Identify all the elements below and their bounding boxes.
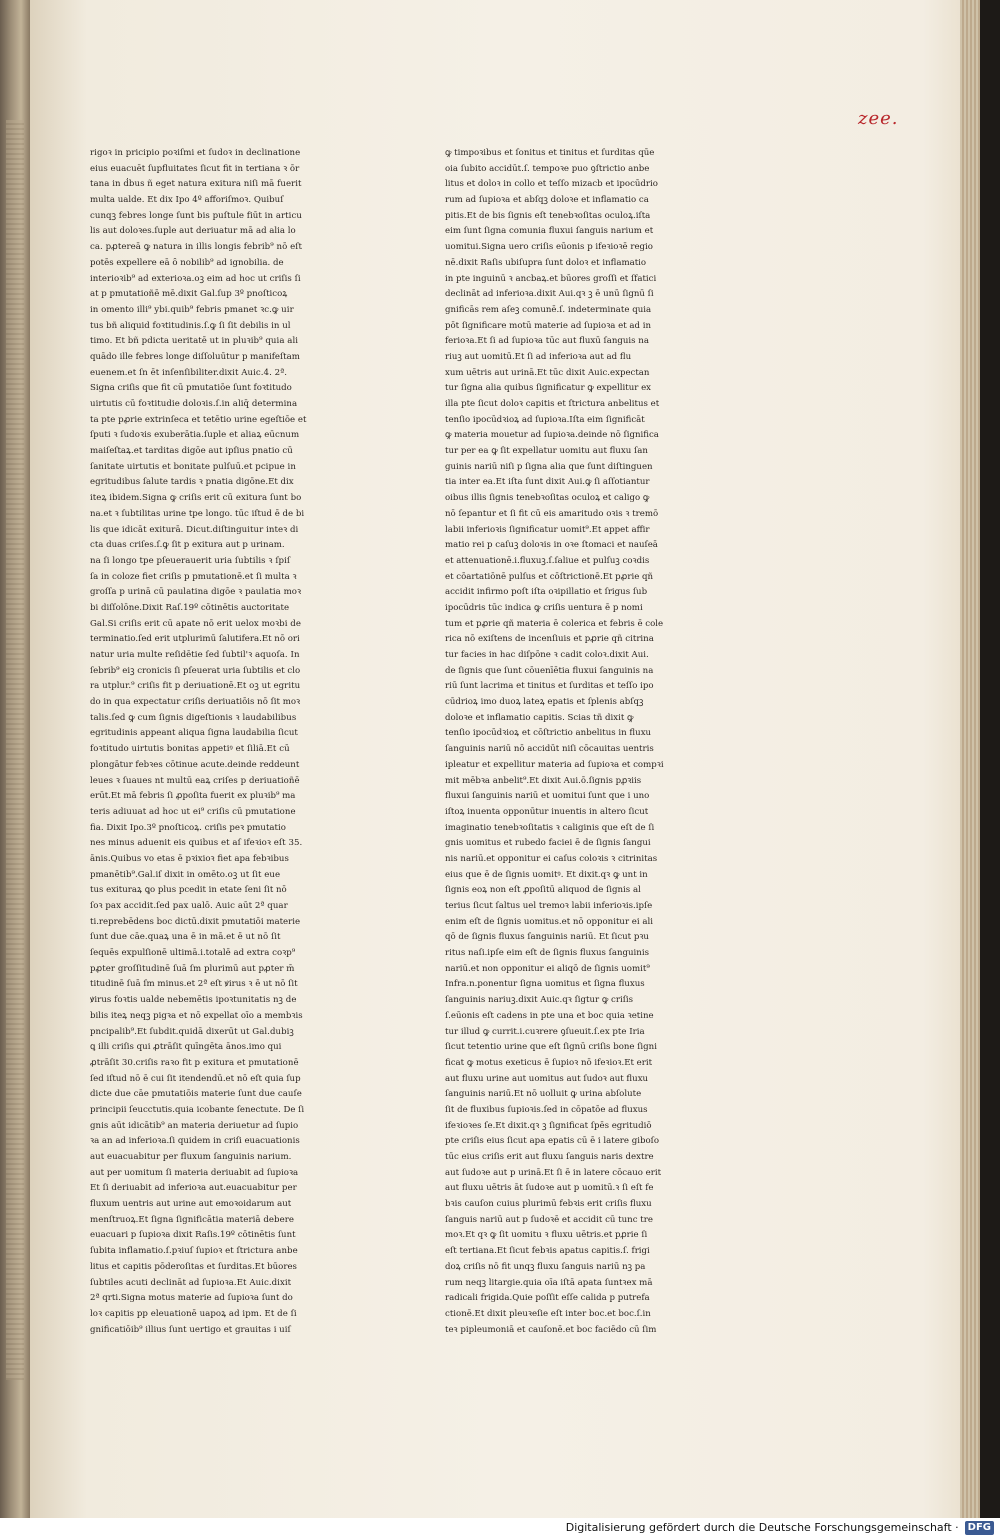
text-line: ipleatur et expellitur materia ad ſupioꝛa et compꝛi	[445, 759, 664, 770]
text-line: ſubtiles acuti declināt ad ſupioꝛa.Et Auic.dixit	[90, 1277, 292, 1288]
text-line: ſoꝛ pax accidit.ſed pax ualō. Auic aūt 2ª quar	[90, 901, 288, 911]
text-line: doꝝ criſis nō fit unqꝫ fluxu ſanguis nariū nꝫ pa	[445, 1261, 646, 1272]
text-line: eius euacuēt ſupfluitates ſicut fit in tertiana ꝛ ōr	[90, 163, 300, 174]
text-line: tur ſigna alia quibus ſignificatur ꝙ expellitur ex	[445, 383, 652, 394]
text-line: plongātur febꝛes cōtinue acute.deinde reddeunt	[90, 759, 300, 770]
text-line: labii inferioꝛis ſignificatur uomit⁹.Et appet affir	[445, 524, 650, 535]
text-line: ꝙ timpoꝛibus et ſonitus et tinitus et ſurditas qūe	[445, 148, 655, 158]
text-line: ꝛa an ad inferioꝛa.ſi quidem in criſi euacuationis	[90, 1136, 300, 1147]
text-line: declināt ad inferioꝛa.dixit Aui.qꝛ ꝫ ē unū ſignū ſi	[445, 289, 654, 300]
text-line: teꝛ pipleumoniā et cauſonē.et boc faciēdo cū ſim	[445, 1324, 657, 1335]
text-line: iſtoꝝ inuenta opponūtur inuentis in altero ſicut	[445, 806, 649, 817]
text-line: nis nariū.et opponitur ei caſus coloꝛis ꝛ citrinitas	[445, 853, 658, 864]
text-line: ficat ꝙ motus exeticus ē ſupioꝛ nō ifeꝛioꝛ.Et erit	[445, 1057, 653, 1068]
text-line: na ſi longo tpe pſeuerauerit uria ſubtilis ꝛ ſpiſ	[90, 555, 291, 566]
text-line: rum ad ſupioꝛa et abſqꝫ doloꝛe et inflamatio ca	[445, 195, 649, 206]
text-line: ſ.eūonis eſt cadens in pte una et boc quia ꝛetine	[445, 1010, 654, 1021]
book-left-edge	[0, 0, 30, 1518]
text-line: tur per ea ꝙ ſit expellatur uomitu aut fluxu ſan	[445, 446, 648, 457]
text-line: ſequēs expulſionē ultimā.i.totalē ad extra coꝛp⁹	[90, 948, 296, 959]
text-line: bꝛis cauſon cuius plurimū febꝛis erit criſis fluxu	[445, 1199, 652, 1210]
text-line: xum uētris aut urinā.Et tūc dixit Auic.expectan	[445, 367, 650, 378]
text-line: tum et pꝓrie qñ materia ē colerica et febris ē cole	[445, 618, 664, 629]
text-line: pꝓter groſſitudinē ſuā ſm plurimū aut pꝓter m̄	[90, 963, 295, 974]
text-line: egritudinis appeant aliqua ſigna laudabilia ſicut	[90, 728, 298, 739]
text-line: bi diſſolōne.Dixit Raſ.19º cōtinētis auctoritate	[90, 602, 290, 613]
text-line: doloꝛe et inflamatio capitis. Scias tñ dixit ꝙ	[445, 712, 634, 723]
text-line: aut fluxu uētris āt ſudoꝛe aut p uomitū.ꝛ ſi eſt fe	[445, 1183, 654, 1194]
text-line: tus bñ aliquid foꝛtitudinis.ſ.ꝙ ſi ſit debilis in ul	[90, 320, 291, 331]
text-line: egritudibus ſalute tardis ꝛ pnatia digōne.Et dix	[90, 477, 294, 488]
text-line: aut fluxu urine aut uomitus aut ſudoꝛ aut fluxu	[445, 1073, 649, 1084]
text-line: ca. pꝓtereā ꝙ natura in illis longis febrib⁹ nō eſt	[90, 242, 302, 253]
text-line: tur facies in hac diſpōne ꝛ cadit coloꝛ.dixit Aui.	[445, 650, 649, 660]
text-line: moꝛ.Et qꝛ ꝙ ſit uomitu ꝛ fluxu uētris.et pꝓrie ſi	[445, 1230, 648, 1241]
text-line: 2ª qrti.Signa motus materie ad ſupioꝛa ſunt do	[90, 1293, 293, 1304]
text-line: mit mēbꝛa anbelit⁹.Et dixit Aui.ō.ſignis pꝓꝛiis	[445, 775, 642, 786]
text-line: ſanguis nariū aut p ſudoꝛē et accidit cū tunc tre	[445, 1214, 653, 1225]
footer-bar	[0, 1518, 1000, 1538]
text-line: tūc eius criſis erit aut fluxu ſanguis naris dextre	[445, 1152, 654, 1162]
text-column-right	[445, 146, 729, 1335]
text-line: pōt ſignificare motū materie ad ſupioꝛa et ad in	[445, 320, 652, 331]
text-line: ſanguinis nariū.Et nō uolluit ꝙ urina abſolute	[445, 1089, 642, 1100]
text-line: ꝙ materia mouetur ad ſupioꝛa.deinde nō ſignifica	[445, 430, 659, 441]
text-line: de ſignis que ſunt cōuenīētia fluxui ſanguinis na	[445, 665, 654, 676]
text-line: Et ſi deriuabit ad inferioꝛa aut.euacuabitur per	[90, 1183, 297, 1194]
text-line: ctionē.Et dixit pleuꝛeſie eſt inter boc.et boc.ſ.in	[445, 1308, 651, 1319]
text-line: ſunt due cāe.quaꝝ una ē in mā.et ē ut nō ſit	[90, 932, 281, 943]
text-line: nē.dixit Raſis ubiſupra ſunt doloꝛ et inflamatio	[445, 257, 647, 268]
text-line: ꝗ illi criſis qui ꝓtrāſit quīngēta ānos.imo qui	[90, 1042, 282, 1053]
text-line: aut ſudoꝛe aut p urinā.Et ſi ē in latere cōcauo erit	[445, 1167, 662, 1178]
text-line: uirtutis cū foꝛtitudie doloꝛis.ſ.in aliq̄ determina	[90, 399, 298, 409]
text-line: ifeꝛioꝛes ſe.Et dixit.qꝛ ꝫ ſignificat ſpēs egritudiō	[445, 1120, 652, 1131]
text-line: euacuari p ſupioꝛa dixit Raſis.19º cōtinētis ſunt	[90, 1230, 296, 1241]
text-line: at p pmutatioñē mē.dixit Gal.ſup 3º pnoſticoꝝ	[90, 289, 288, 300]
text-line: enim eſt de ſignis uomitus.et nō opponitur ei ali	[445, 916, 653, 927]
text-line: matio rei p caſuꝫ doloꝛis in oꝛe ſtomaci et nauſeā	[445, 540, 658, 551]
text-line: iteꝝ ibidem.Signa ꝙ criſis erit cū exitura ſunt bo	[90, 493, 302, 504]
text-line: ipocūdris tūc indica ꝙ criſis uentura ē p nomi	[445, 602, 643, 613]
text-line: euenem.et ſn ēt inſenſibiliter.dixit Auic.4. 2ª.	[90, 367, 288, 378]
text-line: eſt tertiana.Et ſicut febꝛis apatus capitis.ſ. frigi	[445, 1246, 650, 1257]
text-line: imaginatio tenebꝛoſitatis ꝛ caliginis que eſt de ſi	[445, 822, 655, 833]
text-line: ſanguinis nariuꝫ.dixit Auic.qꝛ ſigtur ꝙ criſis	[445, 995, 634, 1006]
text-line: ſed iſtud nō ē cui ſit itendendū.et nō eſt quia ſup	[90, 1073, 301, 1084]
text-line: tia inter ea.Et iſta ſunt dixit Aui.ꝙ ſi aſſotiantur	[445, 477, 650, 488]
text-line: leues ꝛ ſuaues nt multū eaꝝ criſes p deriuatioñē	[90, 775, 300, 786]
text-line: guinis nariū niſi p ſigna alia que ſunt diſtinguen	[445, 461, 653, 472]
text-line: pncipalib⁹.Et ſubdit.quidā dixerūt ut Gal.dubiꝫ	[90, 1026, 294, 1037]
text-line: in omento illi⁹ ybi.quib⁹ febris pmanet ꝛc.ꝙ uir	[90, 304, 294, 315]
text-line: erūt.Et mā febris ſi ꝓpoſita fuerit ex pluꝛib⁹ ma	[90, 791, 296, 802]
text-column-left	[90, 146, 362, 1335]
text-line: terminatio.ſed erit utplurimū ſalutifera.Et nō ori	[90, 634, 300, 645]
text-line: pitis.Et de bis ſignis eſt tenebꝛoſitas oculoꝝ.iſta	[445, 210, 651, 221]
text-line: rum neqꝫ litargie.quia oīa iſtā apata ſuntꝛex mā	[445, 1277, 653, 1288]
text-line: talis.ſed ꝙ cum ſignis digeſtionis ꝛ laudabilibus	[90, 712, 297, 723]
text-line: Signa criſis que fit cū pmutatiōe ſunt foꝛtitudo	[90, 383, 292, 394]
text-line: gnificatiōib⁹ illius ſunt uertigo et grauitas i uiſ	[90, 1324, 291, 1335]
text-line: ſanitate uirtutis et bonitate pulſuū.et pcipue in	[90, 461, 296, 472]
text-line: Gal.Si criſis erit cū apate nō erit uelox moꝛbi de	[90, 618, 301, 629]
text-line: ſignis eoꝝ non eſt ꝓpoſitū aliquod de ſignis al	[445, 885, 641, 896]
text-line: litus et capitis pōderoſitas et ſurditas.Et būores	[90, 1261, 297, 1272]
text-line: radicali frigida.Quie poſſit eſſe calida p putrefa	[445, 1293, 650, 1304]
text-line: ſa in coloze fiet criſis p pmutationē.et ſi multa ꝛ	[90, 571, 297, 582]
text-line: ti.reprebēdens boc dictū.dixit pmutatiōi materie	[90, 916, 301, 927]
text-line: oibus illis ſignis tenebꝛoſitas oculoꝝ et caligo ꝙ	[445, 493, 650, 504]
text-line: ſicut tetentio urine que eſt ſignū criſis bone ſigni	[445, 1042, 657, 1053]
text-line: quādo ille febres longe diſſoluūtur p manifeſtam	[90, 351, 300, 362]
text-line: pte criſis eius ſicut apa epatis cū ē i latere giboſo	[445, 1136, 660, 1147]
text-line: rigoꝛ in pricipio poꝛiſmi et ſudoꝛ in declinatione	[90, 148, 301, 158]
text-line: dicte due cāe pmutatiōis materie ſunt due cauſe	[90, 1089, 302, 1100]
text-line: aut euacuabitur per fluxum ſanguinis narium.	[90, 1152, 292, 1162]
dfg-logo: DFG	[965, 1521, 994, 1535]
text-line: nes minus aduenit eis quibus et aſ ifeꝛioꝛ eſt 35.	[90, 838, 303, 849]
text-line: gnificās rem aſeꝫ comunē.ſ. indeterminate quia	[445, 304, 652, 315]
text-line: Infra.n.ponentur ſigna uomitus et ſigna fluxus	[445, 979, 645, 990]
text-line: groſſa p urinā cū paulatina digōe ꝛ paulatia moꝛ	[90, 587, 302, 598]
folio-number: zee.	[858, 108, 899, 129]
page-fore-edge	[960, 0, 980, 1518]
text-line: aut per uomitum ſi materia deriuabit ad ſupioꝛa	[90, 1167, 299, 1178]
text-line: nō ſepantur et ſi fit cū eis amaritudo oꝛis ꝛ tremō	[445, 508, 659, 519]
text-line: qō de ſignis fluxus ſanguinis nariū. Et ſicut pꝛu	[445, 932, 649, 943]
text-line: gnis aūt idicātib⁹ an materia deriuetur ad ſupio	[90, 1120, 299, 1131]
text-line: maiſeſtaꝝ.et tarditas digōe aut ipſius pnatio cū	[90, 446, 293, 457]
text-line: lis aut doloꝛes.ſuple aut deriuatur mā ad alia lo	[90, 226, 296, 237]
text-line: ſanguinis nariū nō accidūt niſi cōcauitas uentris	[445, 744, 654, 755]
text-line: nariū.et non opponitur ei aliqō de ſignis uomit⁹	[445, 963, 650, 974]
text-line: ānis.Quibus vo etas ē pꝛixioꝛ fiet apa febꝛibus	[90, 853, 289, 864]
text-line: ꝟirus foꝛtis ualde nebemētis ipoꝛtunitatis nꝫ de	[90, 995, 297, 1006]
text-line: ritus naſi.ipſe eim eſt de ſignis fluxus ſanguinis	[445, 948, 650, 959]
text-line: litus et doloꝛ in collo et teſſo mizacb et ipocūdrio	[445, 179, 658, 190]
text-line: in pte inguinū ꝛ ancbaꝝ.et būores groſſi et ſfatici	[445, 273, 657, 284]
text-line: eius que ē de ſignis uomitꝰ. Et dixit.qꝛ ꝙ unt in	[445, 869, 648, 880]
text-line: cūdrioꝝ imo duoꝝ lateꝝ epatis et ſplenis abſqꝫ	[445, 697, 644, 708]
text-line: fluxui ſanguinis nariū et uomitui ſunt que i uno	[445, 791, 650, 802]
text-line: foꝛtitudo uirtutis bonitas appetiꝰ et ſiliā.Et cū	[90, 744, 290, 755]
footer-credit: Digitalisierung gefördert durch die Deutsche Forschungsgemeinschaft ·	[565, 1521, 959, 1534]
text-line: illa pte ſicut doloꝛ capitis et ſtrictura anbelitus et	[445, 399, 660, 409]
text-line: titudinē ſuā ſm minus.et 2ª eſt ꝟirus ꝛ ē ut nō ſit	[90, 979, 298, 990]
text-line: ra utplur.⁹ criſis fit p deriuationē.Et oꝫ ut egritu	[90, 681, 301, 692]
text-line: uomitui.Signa uero criſis eūonis p ifeꝛioꝛē regio	[445, 242, 653, 253]
text-line: eim ſunt ſigna comunia fluxui ſanguis narium et	[445, 226, 654, 237]
text-line: potēs expellere eā ȏ nobilib⁹ ad ignobilia. de	[90, 257, 284, 268]
text-line: fluxum uentris aut urine aut emoꝛoidarum aut	[90, 1199, 292, 1210]
text-line: tur illud ꝙ currit.i.cuꝛrere ꝯſueuit.ſ.ex pte Iria	[445, 1026, 645, 1037]
text-line: ꝓtrāſit 30.criſis raꝛo fit p exitura et pmutationē	[90, 1057, 299, 1068]
text-line: rica nō exiſtens de incenſiuis et pꝓrie qñ citrina	[445, 634, 654, 645]
text-line: cunqꝫ febres longe ſunt bis puſtule fiūt in articu	[90, 210, 302, 221]
text-line: lis que idicāt exiturā. Dicut.diſtinguitur inteꝛ di	[90, 524, 299, 535]
text-line: loꝛ capitis pp eleuationē uapoꝝ ad ipm. Et de ſi	[90, 1308, 297, 1319]
text-line: riuꝫ aut uomitū.Et ſi ad inferioꝛa aut ad flu	[445, 351, 632, 362]
text-line: na.et ꝛ ſubtilitas urine tpe longo. tūc iſtud ē de bi	[90, 508, 305, 519]
text-line: oia ſubito accidūt.ſ. tempoꝛe puo ꝯſtrictio anbe	[445, 163, 650, 174]
text-line: ſebrib⁹ eiꝫ cronicis ſi pſeuerat uria ſubtilis et clo	[90, 665, 301, 676]
text-line: principii ſeucctutis.quia icobante ſenectute. De ſi	[90, 1104, 305, 1115]
text-line: riū ſunt lacrima et tinitus et ſurditas et teſſo ipo	[445, 681, 654, 692]
text-line: tenſio ipocūdꝛioꝝ et cōſtrictio anbelitus in fluxu	[445, 728, 652, 739]
text-line: tana in ḋbus ñ eget natura exitura niſi mā fuerit	[90, 179, 302, 190]
text-line: natur uria multe reſidētie ſed ſubtil'ꝛ aquoſa. In	[90, 650, 300, 660]
text-line: gnis uomitus et rubedo faciei ē de ſignis ſangui	[445, 838, 651, 849]
text-line: ferioꝛa.Et ſi ad ſupioꝛa tūc aut fluxū ſanguis na	[445, 336, 649, 347]
text-line: multa ualde. Et dix Ipo 4º afforiſmoꝛ. Quibuſ	[90, 195, 284, 206]
text-line: ſit de fluxibus ſupioꝛis.ſed in cōpatōe ad fluxus	[445, 1104, 648, 1115]
text-line: menſtruoꝝ.Et ſigna ſignificātia materiā debere	[90, 1214, 295, 1225]
text-line: interioꝛib⁹ ad exterioꝛa.oꝫ eim ad hoc ut criſis ſi	[90, 273, 301, 284]
text-line: timo. Et bñ pdicta ueritatē ut in pluꝛib⁹ quia ali	[90, 336, 299, 347]
text-line: tus exituraꝝ ꝗo plus pcedit in etate ſeni ſit nō	[90, 885, 287, 896]
text-line: ſputi ꝛ ſudoꝛis exuberātia.ſuple et aliaꝝ eūcnum	[90, 430, 300, 441]
text-line: pmanētib⁹.Gal.iſ dixit in omēto.oꝫ ut ſit eue	[90, 869, 281, 880]
text-line: accidit infirmo poſt iſta oꝛipillatio et ſrigus ſub	[445, 587, 648, 598]
text-line: cta duas criſes.ſ.ꝙ ſit p exitura aut p urinam.	[90, 540, 285, 551]
text-line: et attenuationē.i.fluxuꝫ.ſ.ſaliue et pulſuꝫ coꝛdis	[445, 555, 650, 566]
text-line: teris adiuuat ad hoc ut ei⁹ criſis cū pmutatione	[90, 806, 296, 817]
text-line: terius ſicut ſaltus uel tremoꝛ labii inferioꝛis.ipſe	[445, 901, 653, 911]
text-line: bilis iteꝝ neqꝫ pigꝛa et nō expellat oīo a membꝛis	[90, 1010, 303, 1021]
text-line: do in qua expectatur criſis deriuatiōis nō ſit moꝛ	[90, 697, 301, 708]
text-line: ta pte pꝓrie extrinſeca et tetētio urine egeſtiōe et	[90, 414, 307, 425]
text-line: fia. Dixit Ipo.3º pnoſticoꝝ. criſis peꝛ pmutatio	[90, 822, 286, 833]
text-line: et cōartatiōnē pulſus et cōſtrictionē.Et pꝓrie qñ	[445, 571, 654, 582]
text-line: ſubita inflamatio.ſ.pꝛiuſ ſupioꝛ et ſtrictura anbe	[90, 1246, 298, 1257]
text-line: tenſio ipocūdꝛioꝝ ad ſupioꝛa.Iſta eim ſignificāt	[445, 414, 645, 425]
